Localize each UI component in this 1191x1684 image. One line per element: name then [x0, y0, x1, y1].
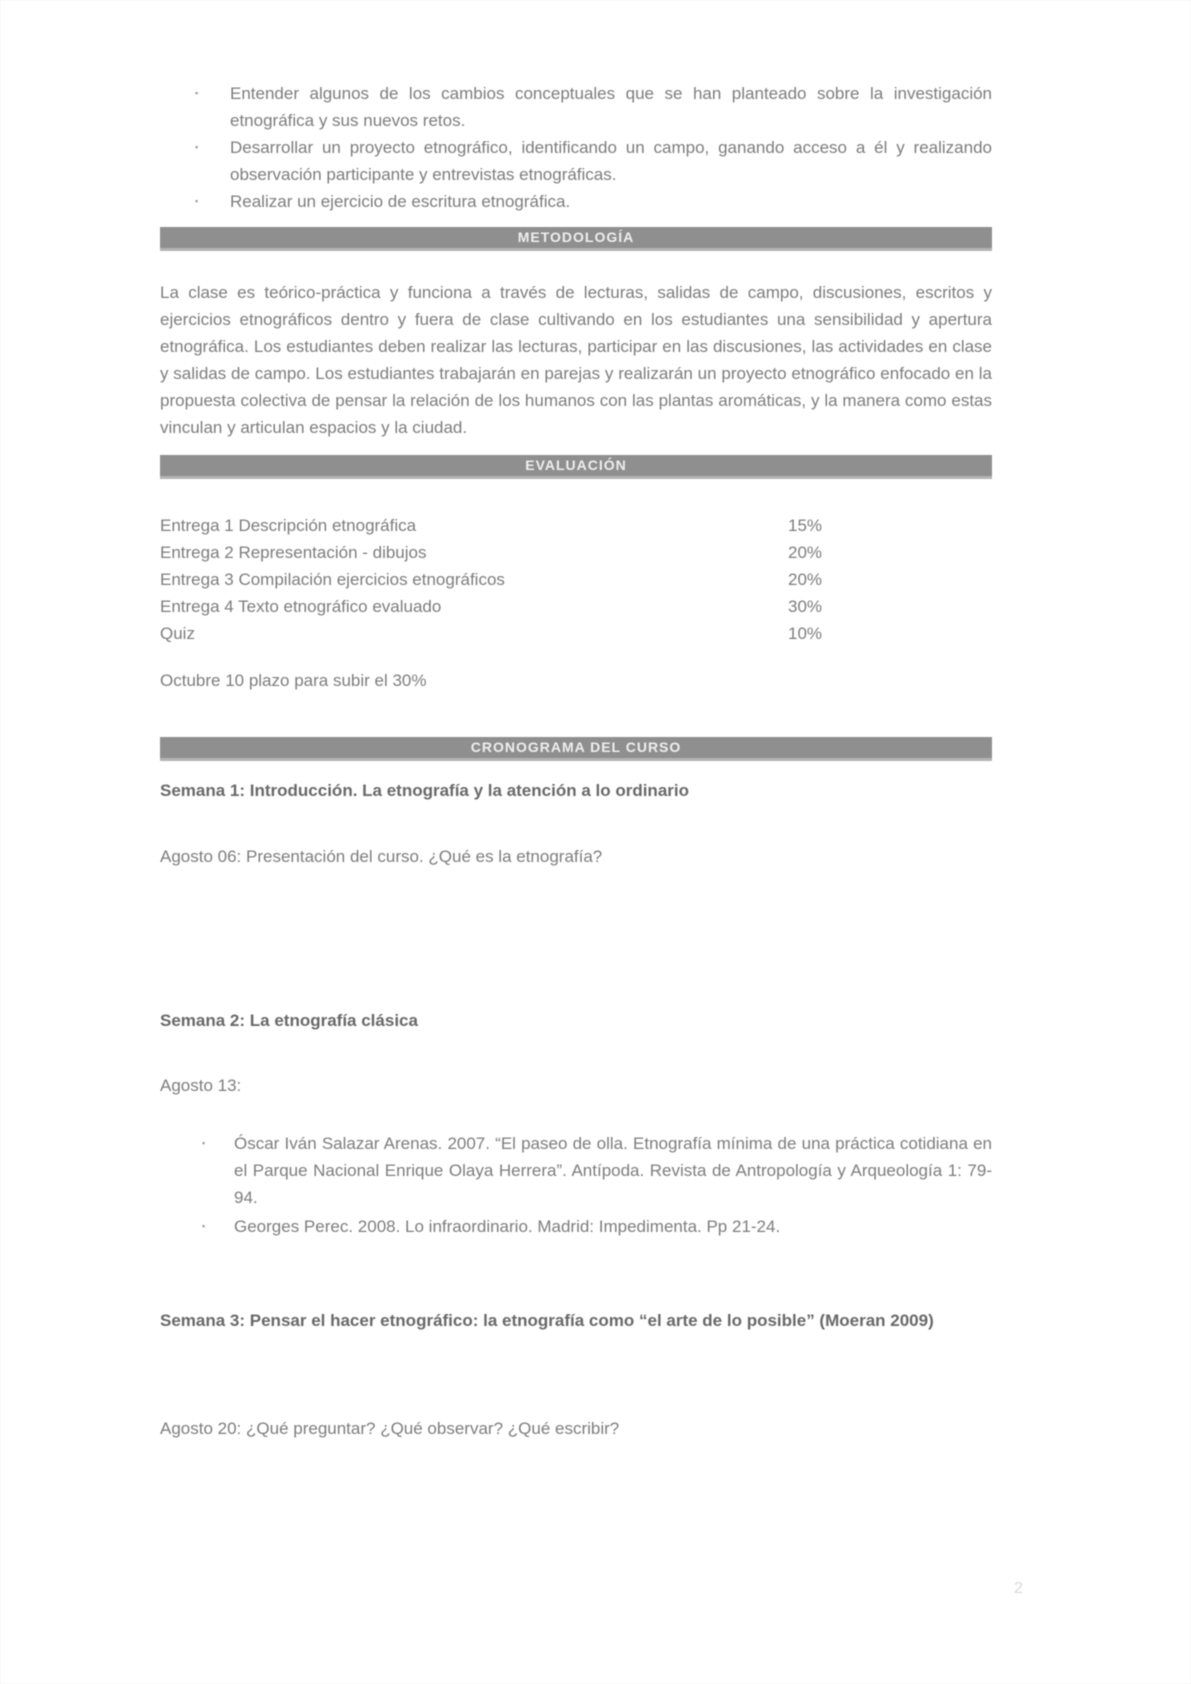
objective-text: Realizar un ejercicio de escritura etnográfica. — [230, 192, 571, 211]
bullet-icon: ▪ — [202, 1138, 206, 1148]
page-content — [160, 80, 992, 1442]
bullet-icon: ▪ — [195, 88, 199, 98]
week3-session: Agosto 20: ¿Qué preguntar? ¿Qué observar? ¿Qué escribir? — [160, 1419, 620, 1438]
objective-text: Entender algunos de los cambios conceptuales que se han planteado sobre la investigación etnográfica y sus nuevos retos. — [230, 84, 992, 130]
reading-citation: Óscar Iván Salazar Arenas. 2007. “El paseo de olla. Etnografía mínima de una práctica cotidiana en el Parque Nacional Enrique Olaya Herrera”. Antípoda. Revista de Antropología y Arqueología 1: 79-94. — [234, 1134, 992, 1207]
list-item — [160, 80, 992, 134]
deliverable-label: Entrega 2 Representación - dibujos — [160, 543, 427, 562]
list-item — [160, 134, 992, 188]
table-row — [160, 512, 992, 539]
objective-text: Desarrollar un proyecto etnográfico, identificando un campo, ganando acceso a él y realizando observación participante y entrevistas etnográficas. — [230, 138, 992, 184]
deliverable-label: Quiz — [160, 624, 195, 643]
deadline-note: Octubre 10 plazo para subir el 30% — [160, 671, 427, 690]
readings-list — [160, 1130, 992, 1240]
bullet-icon: ▪ — [195, 196, 199, 206]
table-row — [160, 593, 992, 620]
list-item — [160, 188, 992, 215]
deliverable-label: Entrega 4 Texto etnográfico evaluado — [160, 597, 442, 616]
deliverable-percent: 30% — [788, 597, 823, 616]
week2-date: Agosto 13: — [160, 1076, 242, 1095]
reading-citation: Georges Perec. 2008. Lo infraordinario. Madrid: Impedimenta. Pp 21-24. — [234, 1217, 781, 1236]
evaluation-table — [160, 512, 992, 647]
deliverable-percent: 20% — [788, 570, 823, 589]
deliverable-percent: 20% — [788, 543, 823, 562]
table-row — [160, 566, 992, 593]
week1-session: Agosto 06: Presentación del curso. ¿Qué es la etnografía? — [160, 847, 603, 866]
deliverable-label: Entrega 3 Compilación ejercicios etnográficos — [160, 570, 505, 589]
section-header-evaluacion: EVALUACIÓN — [160, 455, 992, 479]
table-row — [160, 539, 992, 566]
deliverable-percent: 10% — [788, 624, 823, 643]
week2-heading: Semana 2: La etnografía clásica — [160, 1011, 418, 1030]
metodologia-paragraph: La clase es teórico-práctica y funciona a través de lecturas, salidas de campo, discusiones, escritos y ejercicios etnográficos dentro y fuera de clase cultivando en los estudiantes una sensibilidad y apertura etnográfica. Los estudiantes deben realizar las lecturas, participar en las discusiones, las actividades en clase y salidas de campo. Los estudiantes trabajarán en parejas y realizarán un proyecto etnográfico enfocado en la propuesta colectiva de pensar la relación de los humanos con las plantas aromáticas, y la manera como estas vinculan y articulan espacios y la ciudad. — [160, 283, 992, 437]
week3-heading: Semana 3: Pensar el hacer etnográfico: la etnografía como “el arte de lo posible” (Moeran 2009) — [160, 1311, 934, 1330]
deliverable-percent: 15% — [788, 516, 823, 535]
objectives-list — [160, 80, 992, 215]
table-row — [160, 620, 992, 647]
bullet-icon: ▪ — [202, 1221, 206, 1231]
section-header-metodologia: METODOLOGÍA — [160, 227, 992, 251]
list-item — [160, 1213, 992, 1240]
section-header-cronograma: CRONOGRAMA DEL CURSO — [160, 737, 992, 761]
bullet-icon: ▪ — [195, 142, 199, 152]
week1-heading: Semana 1: Introducción. La etnografía y la atención a lo ordinario — [160, 781, 689, 800]
list-item — [160, 1130, 992, 1211]
page-number: 2 — [1014, 1580, 1023, 1597]
deliverable-label: Entrega 1 Descripción etnográfica — [160, 516, 417, 535]
